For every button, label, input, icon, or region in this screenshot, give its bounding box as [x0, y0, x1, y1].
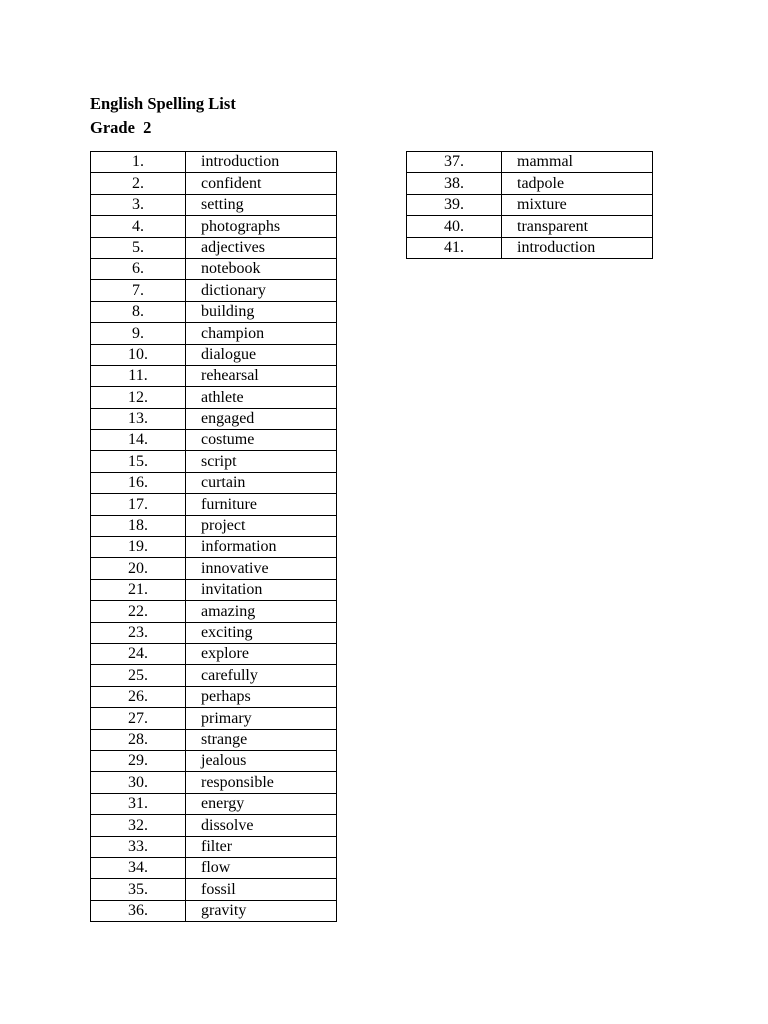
spelling-word: engaged: [186, 408, 337, 429]
row-number: 31.: [91, 793, 186, 814]
table-row: [91, 579, 337, 600]
row-number: 15.: [91, 451, 186, 472]
row-number: 5.: [91, 237, 186, 258]
row-number: 4.: [91, 216, 186, 237]
spelling-word: fossil: [186, 879, 337, 900]
table-row: [91, 815, 337, 836]
row-number: 23.: [91, 622, 186, 643]
spelling-table-left-body: [91, 152, 337, 922]
table-row: [91, 537, 337, 558]
table-row: [91, 237, 337, 258]
table-row: [407, 237, 653, 258]
row-number: 34.: [91, 857, 186, 878]
table-row: [91, 793, 337, 814]
row-number: 11.: [91, 365, 186, 386]
row-number: 41.: [407, 237, 502, 258]
spelling-word: script: [186, 451, 337, 472]
row-number: 1.: [91, 152, 186, 173]
spelling-word: perhaps: [186, 686, 337, 707]
spelling-table-right: [406, 151, 653, 259]
row-number: 27.: [91, 708, 186, 729]
row-number: 20.: [91, 558, 186, 579]
table-row: [407, 152, 653, 173]
spelling-word: athlete: [186, 387, 337, 408]
row-number: 28.: [91, 729, 186, 750]
table-row: [91, 173, 337, 194]
table-row: [91, 451, 337, 472]
spelling-word: primary: [186, 708, 337, 729]
row-number: 24.: [91, 643, 186, 664]
spelling-word: introduction: [502, 237, 653, 258]
spelling-word: confident: [186, 173, 337, 194]
table-row: [91, 900, 337, 921]
spelling-word: tadpole: [502, 173, 653, 194]
spelling-word: filter: [186, 836, 337, 857]
table-row: [91, 408, 337, 429]
table-row: [91, 365, 337, 386]
table-row: [91, 258, 337, 279]
row-number: 39.: [407, 194, 502, 215]
spelling-word: mammal: [502, 152, 653, 173]
row-number: 6.: [91, 258, 186, 279]
row-number: 19.: [91, 537, 186, 558]
table-row: [91, 494, 337, 515]
row-number: 40.: [407, 216, 502, 237]
spelling-word: introduction: [186, 152, 337, 173]
grade-subtitle: Grade 2: [90, 118, 152, 137]
spelling-word: dialogue: [186, 344, 337, 365]
spelling-word: information: [186, 537, 337, 558]
spelling-word: setting: [186, 194, 337, 215]
spelling-word: rehearsal: [186, 365, 337, 386]
row-number: 10.: [91, 344, 186, 365]
table-row: [407, 173, 653, 194]
row-number: 33.: [91, 836, 186, 857]
table-row: [91, 194, 337, 215]
page-title: English Spelling List: [90, 94, 236, 113]
table-row: [91, 301, 337, 322]
table-row: [91, 643, 337, 664]
spelling-word: adjectives: [186, 237, 337, 258]
row-number: 21.: [91, 579, 186, 600]
spelling-word: curtain: [186, 472, 337, 493]
row-number: 12.: [91, 387, 186, 408]
row-number: 37.: [407, 152, 502, 173]
row-number: 17.: [91, 494, 186, 515]
table-row: [91, 216, 337, 237]
spelling-word: mixture: [502, 194, 653, 215]
table-row: [91, 772, 337, 793]
table-row: [91, 472, 337, 493]
row-number: 9.: [91, 323, 186, 344]
table-row: [91, 152, 337, 173]
row-number: 22.: [91, 601, 186, 622]
row-number: 8.: [91, 301, 186, 322]
table-row: [91, 729, 337, 750]
spelling-word: carefully: [186, 665, 337, 686]
table-row: [91, 387, 337, 408]
table-row: [91, 430, 337, 451]
spelling-word: photographs: [186, 216, 337, 237]
spelling-word: responsible: [186, 772, 337, 793]
table-row: [407, 216, 653, 237]
table-row: [407, 194, 653, 215]
spelling-word: champion: [186, 323, 337, 344]
table-row: [91, 686, 337, 707]
table-row: [91, 708, 337, 729]
row-number: 14.: [91, 430, 186, 451]
spelling-word: building: [186, 301, 337, 322]
row-number: 2.: [91, 173, 186, 194]
spelling-word: explore: [186, 643, 337, 664]
spelling-word: transparent: [502, 216, 653, 237]
table-row: [91, 879, 337, 900]
row-number: 35.: [91, 879, 186, 900]
spelling-word: project: [186, 515, 337, 536]
table-row: [91, 280, 337, 301]
spelling-word: energy: [186, 793, 337, 814]
row-number: 26.: [91, 686, 186, 707]
table-row: [91, 750, 337, 771]
spelling-word: innovative: [186, 558, 337, 579]
table-row: [91, 665, 337, 686]
table-row: [91, 515, 337, 536]
row-number: 38.: [407, 173, 502, 194]
spelling-word: dictionary: [186, 280, 337, 301]
row-number: 30.: [91, 772, 186, 793]
table-row: [91, 558, 337, 579]
spelling-word: amazing: [186, 601, 337, 622]
row-number: 36.: [91, 900, 186, 921]
table-row: [91, 344, 337, 365]
row-number: 18.: [91, 515, 186, 536]
row-number: 16.: [91, 472, 186, 493]
spelling-table-right-body: [407, 152, 653, 259]
spelling-word: dissolve: [186, 815, 337, 836]
spelling-word: flow: [186, 857, 337, 878]
spelling-word: invitation: [186, 579, 337, 600]
spelling-word: costume: [186, 430, 337, 451]
row-number: 7.: [91, 280, 186, 301]
spelling-word: furniture: [186, 494, 337, 515]
spelling-word: exciting: [186, 622, 337, 643]
spelling-word: jealous: [186, 750, 337, 771]
spelling-table-left: [90, 151, 337, 922]
table-row: [91, 323, 337, 344]
row-number: 13.: [91, 408, 186, 429]
table-row: [91, 601, 337, 622]
table-row: [91, 836, 337, 857]
spelling-word: notebook: [186, 258, 337, 279]
spelling-word: strange: [186, 729, 337, 750]
row-number: 25.: [91, 665, 186, 686]
spelling-word: gravity: [186, 900, 337, 921]
table-row: [91, 857, 337, 878]
row-number: 29.: [91, 750, 186, 771]
row-number: 3.: [91, 194, 186, 215]
table-row: [91, 622, 337, 643]
row-number: 32.: [91, 815, 186, 836]
